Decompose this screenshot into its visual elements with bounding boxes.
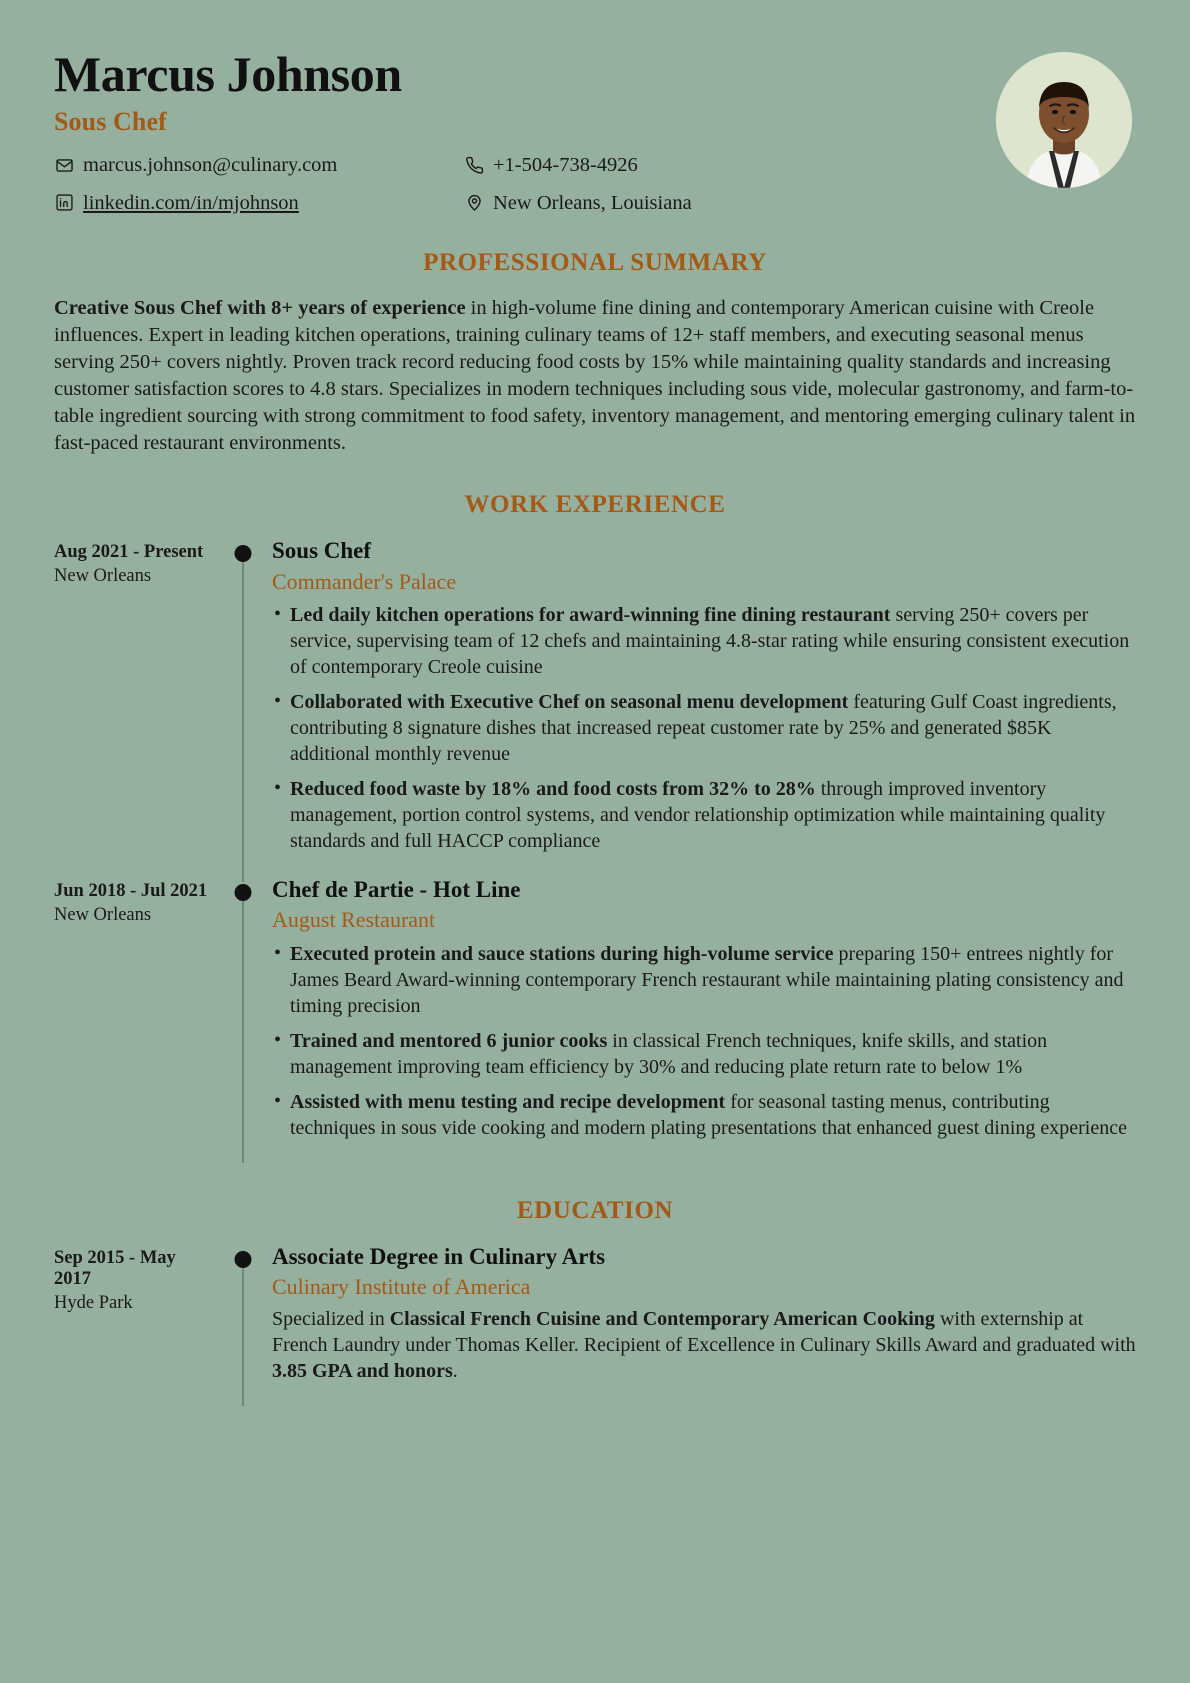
- education-description: [272, 1306, 1136, 1384]
- summary-body: in high-volume fine dining and contemporary American cuisine with Creole influences. Expert in leading kitchen operations, training culinary teams of 12+ staff members, and executing seasonal menus serving 250+ covers nightly. Proven track record reducing food costs by 15% while maintaining quality standards and increasing customer satisfaction scores to 4.8 stars. Specializes in modern techniques including sous vide, molecular gastronomy, and farm-to-table ingredient sourcing with strong commitment to food safety, inventory management, and mentoring emerging culinary talent in fast-paced restaurant environments.: [54, 297, 1136, 455]
- timeline-dot-icon: [235, 545, 252, 562]
- bullet-lead: Reduced food waste by 18% and food costs from 32% to 28%: [290, 777, 816, 800]
- work-entry-role: Sous Chef: [272, 538, 372, 564]
- education-entry-date-range: Sep 2015 - May 2017: [54, 1247, 176, 1290]
- bullet-lead: Executed protein and sauce stations during high-volume service: [290, 942, 834, 965]
- bullet-item: [272, 1089, 1136, 1141]
- avatar: [996, 52, 1132, 188]
- bullet-rest: serving 250+ covers per service, supervising team of 12 chefs and maintaining 4.8-star rating while ensuring consistent execution of contemporary Creole cuisine: [290, 603, 1130, 678]
- work-entry-dates: [54, 537, 226, 876]
- edu-desc-bold2: 3.85 GPA and honors: [272, 1360, 453, 1383]
- contact-list: [54, 153, 996, 215]
- edu-desc-part1: Specialized in: [272, 1308, 390, 1331]
- timeline-line: [242, 562, 244, 882]
- section-title-work: WORK EXPERIENCE: [464, 491, 726, 519]
- bullet-rest: in classical French techniques, knife skills, and station management improving team efficiency by 30% and reducing plate return rate to below 1%: [290, 1029, 1048, 1078]
- linkedin-icon: [54, 193, 74, 213]
- bullet-item: [272, 776, 1136, 854]
- contact-phone[interactable]: [464, 153, 996, 178]
- bullet-rest: through improved inventory management, portion control systems, and vendor relationship optimization while maintaining quality standards and full HACCP compliance: [290, 777, 1106, 852]
- contact-location: [464, 191, 996, 216]
- timeline-line: [242, 1268, 244, 1407]
- timeline-rail: [226, 876, 260, 1163]
- edu-desc-part3: .: [452, 1360, 458, 1383]
- envelope-icon: [54, 155, 74, 175]
- work-entry-location: New Orleans: [54, 904, 152, 925]
- bullet-rest: featuring Gulf Coast ingredients, contributing 8 signature dishes that increased repeat customer rate by 25% and generated $85K additional monthly revenue: [290, 690, 1117, 765]
- education-entry-body: [260, 1243, 1136, 1407]
- edu-desc-part2: with externship at French Laundry under Thomas Keller. Recipient of Excellence in Culinary Skills Award and graduated with: [272, 1308, 1136, 1357]
- bullet-item: [272, 941, 1136, 1019]
- resume-header: [54, 48, 1136, 215]
- edu-desc-bold1: Classical French Cuisine and Contemporary American Cooking: [389, 1308, 935, 1331]
- contact-email[interactable]: [54, 153, 464, 178]
- bullet-lead: Assisted with menu testing and recipe development: [290, 1090, 726, 1113]
- work-entry-location: New Orleans: [54, 566, 152, 587]
- work-entry: [54, 537, 1136, 876]
- work-entry-organization: August Restaurant: [272, 907, 436, 933]
- phone-icon: [464, 155, 484, 175]
- contact-location-text: New Orleans, Louisiana: [493, 191, 692, 214]
- work-entry-role: Chef de Partie - Hot Line: [272, 876, 521, 902]
- work-entry-organization: Commander's Palace: [272, 568, 457, 594]
- timeline-line: [242, 901, 244, 1163]
- work-entry-body: [260, 876, 1136, 1163]
- header-left: [54, 48, 996, 215]
- bullet-rest: for seasonal tasting menus, contributing techniques in sous vide cooking and modern plating presentations that enhanced guest dining experience: [290, 1090, 1127, 1139]
- education-entry-dates: [54, 1243, 226, 1407]
- location-pin-icon: [464, 193, 484, 213]
- bullet-item: [272, 602, 1136, 680]
- education-degree: Associate Degree in Culinary Arts: [272, 1243, 606, 1269]
- summary-paragraph: [54, 295, 1136, 457]
- bullet-item: [272, 1028, 1136, 1080]
- contact-linkedin[interactable]: [54, 191, 464, 216]
- work-entry-body: [260, 537, 1136, 876]
- bullet-lead: Trained and mentored 6 junior cooks: [290, 1029, 608, 1052]
- contact-linkedin-text[interactable]: linkedin.com/in/mjohnson: [83, 191, 299, 214]
- contact-email-text: marcus.johnson@culinary.com: [83, 154, 338, 176]
- bullet-rest: preparing 150+ entrees nightly for James Beard Award-winning contemporary French restaurant while maintaining plating consistency and timing precision: [290, 942, 1124, 1017]
- summary-lead: Creative Sous Chef with 8+ years of experience: [54, 297, 466, 320]
- bullet-lead: Collaborated with Executive Chef on seasonal menu development: [290, 690, 849, 713]
- timeline-dot-icon: [235, 884, 252, 901]
- bullet-item: [272, 689, 1136, 767]
- work-entry-bullets: [272, 602, 1136, 854]
- bullet-lead: Led daily kitchen operations for award-winning fine dining restaurant: [290, 603, 891, 626]
- education-entry: [54, 1243, 1136, 1407]
- contact-phone-text: +1-504-738-4926: [493, 154, 638, 176]
- section-title-summary: PROFESSIONAL SUMMARY: [423, 249, 767, 277]
- timeline-rail: [226, 1243, 260, 1407]
- education-entry-location: Hyde Park: [54, 1293, 133, 1314]
- work-entry-date-range: Jun 2018 - Jul 2021: [54, 880, 208, 901]
- work-entry: [54, 876, 1136, 1163]
- work-entry-bullets: [272, 941, 1136, 1141]
- candidate-job-title: Sous Chef: [54, 107, 167, 136]
- section-title-education: EDUCATION: [516, 1196, 674, 1224]
- work-entry-dates: [54, 876, 226, 1163]
- timeline-rail: [226, 537, 260, 876]
- education-institution: Culinary Institute of America: [272, 1273, 531, 1299]
- timeline-dot-icon: [235, 1251, 252, 1268]
- candidate-name: Marcus Johnson: [54, 46, 402, 102]
- work-entry-date-range: Aug 2021 - Present: [54, 542, 204, 563]
